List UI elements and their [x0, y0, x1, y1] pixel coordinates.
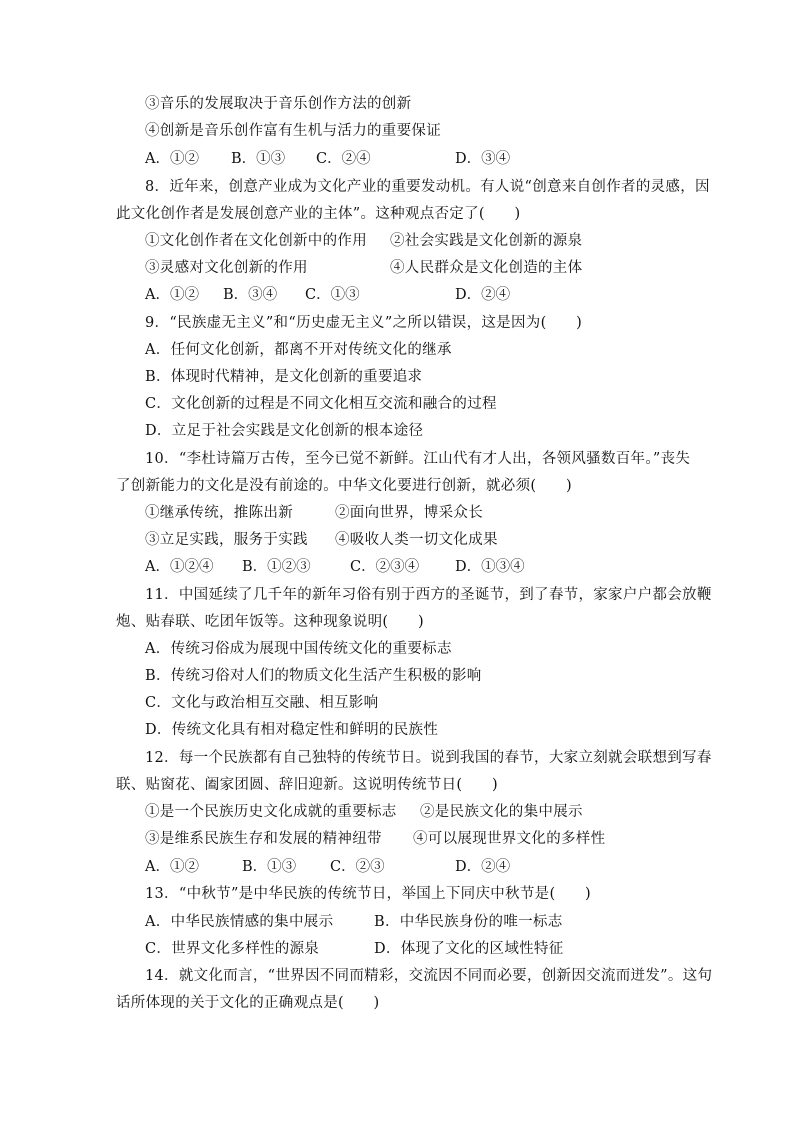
- q13-stem: 13．“中秋节”是中华民族的传统节日，举国上下同庆中秋节是( ): [145, 886, 591, 902]
- q12-option-c: C．②③: [330, 859, 385, 875]
- q7-item-3: ③音乐的发展取决于音乐创作方法的创新: [145, 96, 412, 112]
- q10-item-4: ④吸收人类一切文化成果: [335, 532, 498, 548]
- q11-option-a: A．传统习俗成为展现中国传统文化的重要标志: [145, 641, 452, 657]
- q12-option-b: B．①③: [242, 859, 297, 875]
- q9-option-c: C．文化创新的过程是不同文化相互交流和融合的过程: [145, 396, 497, 412]
- q7-item-4: ④创新是音乐创作富有生机与活力的重要保证: [145, 123, 441, 139]
- q8-option-b: B．③④: [223, 287, 278, 303]
- q9-option-d: D．立足于社会实践是文化创新的根本途径: [145, 423, 424, 439]
- q10-item-2: ②面向世界，博采众长: [335, 505, 483, 521]
- q11-stem-line-1: 11．中国延续了几千年的新年习俗有别于西方的圣诞节，到了春节，家家户户都会放鞭: [145, 587, 712, 603]
- q10-option-d: D．①③④: [455, 559, 525, 575]
- q12-item-2: ②是民族文化的集中展示: [420, 804, 583, 820]
- q8-stem-line-2: 此文化创作者是发展创意产业的主体”。这种观点否定了( ): [116, 206, 521, 222]
- q10-item-3: ③立足实践，服务于实践: [145, 532, 308, 548]
- q10-stem-line-2: 了创新能力的文化是没有前途的。中华文化要进行创新，就必须( ): [116, 478, 572, 494]
- q11-stem-line-2: 炮、贴春联、吃团年饭等。这种现象说明( ): [116, 614, 424, 630]
- q14-stem-line-2: 话所体现的关于文化的正确观点是( ): [116, 995, 380, 1011]
- q12-option-a: A．①②: [145, 859, 199, 875]
- q8-item-1: ①文化创作者在文化创新中的作用: [145, 233, 367, 249]
- q13-option-b: B．中华民族身份的唯一标志: [374, 914, 563, 930]
- q9-option-b: B．体现时代精神，是文化创新的重要追求: [145, 369, 423, 385]
- q7-options: [145, 149, 705, 169]
- q8-item-2: ②社会实践是文化创新的源泉: [390, 233, 583, 249]
- q10-option-b: B．①②③: [242, 559, 311, 575]
- q8-options: [145, 285, 705, 305]
- q8-item-4: ④人民群众是文化创造的主体: [390, 260, 583, 276]
- q9-stem: 9．“民族虚无主义”和“历史虚无主义”之所以错误，这是因为( ): [145, 315, 583, 331]
- q14-stem-line-1: 14．就文化而言，“世界因不同而精彩，交流因不同而必要，创新因交流而迸发”。这句: [145, 968, 713, 984]
- q10-option-c: C．②③④: [350, 559, 420, 575]
- q7-option-d: D．③④: [455, 151, 511, 167]
- q7-option-c: C．②④: [316, 151, 371, 167]
- q12-item-4: ④可以展现世界文化的多样性: [413, 831, 606, 847]
- q12-stem-line-2: 联、贴窗花、阖家团圆、辞旧迎新。这说明传统节日( ): [116, 777, 498, 793]
- q8-stem-line-1: 8．近年来，创意产业成为文化产业的重要发动机。有人说“创意来自创作者的灵感，因: [145, 179, 710, 195]
- q8-item-3: ③灵感对文化创新的作用: [145, 260, 308, 276]
- q7-option-a: A．①②: [145, 151, 199, 167]
- q8-option-c: C．①③: [305, 287, 360, 303]
- q10-stem-line-1: 10．“李杜诗篇万古传，至今已觉不新鲜。江山代有才人出，各领风骚数百年。”丧失: [145, 451, 691, 467]
- q12-option-d: D．②④: [455, 859, 511, 875]
- q12-stem-line-1: 12．每一个民族都有自己独特的传统节日。说到我国的春节，大家立刻就会联想到写春: [145, 750, 712, 766]
- q11-option-d: D．传统文化具有相对稳定性和鲜明的民族性: [145, 722, 439, 738]
- q8-option-a: A．①②: [145, 287, 199, 303]
- q13-option-c: C．世界文化多样性的源泉: [145, 941, 320, 957]
- q12-item-1: ①是一个民族历史文化成就的重要标志: [145, 804, 397, 820]
- q8-option-d: D．②④: [455, 287, 511, 303]
- q13-option-a: A．中华民族情感的集中展示: [145, 914, 334, 930]
- q10-item-1: ①继承传统，推陈出新: [145, 505, 293, 521]
- q11-option-b: B．传统习俗对人们的物质文化生活产生积极的影响: [145, 668, 482, 684]
- q13-option-d: D．体现了文化的区域性特征: [374, 941, 564, 957]
- q9-option-a: A．任何文化创新，都离不开对传统文化的继承: [145, 342, 452, 358]
- q12-options: [145, 857, 705, 877]
- q12-item-3: ③是维系民族生存和发展的精神纽带: [145, 831, 382, 847]
- q11-option-c: C．文化与政治相互交融、相互影响: [145, 695, 379, 711]
- q10-options: [145, 557, 705, 577]
- q7-option-b: B．①③: [231, 151, 286, 167]
- q10-option-a: A．①②④: [145, 559, 214, 575]
